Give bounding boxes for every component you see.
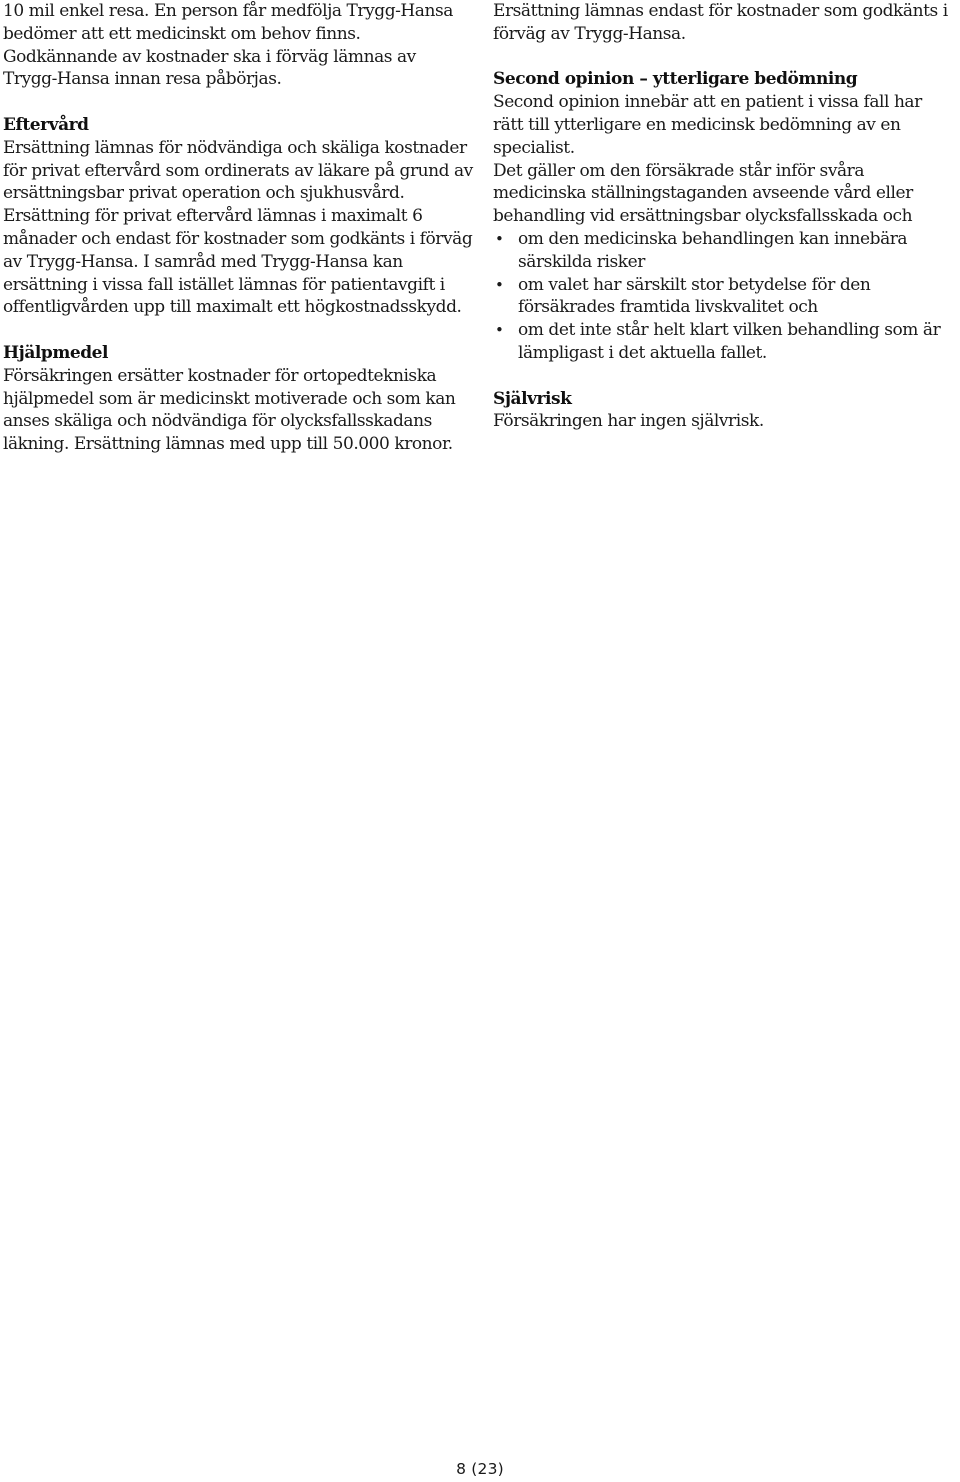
right-intro-paragraph: Ersättning lämnas endast för kostnader som godkänts i förväg av Trygg-Hansa. xyxy=(493,1,948,44)
bullet-icon: • xyxy=(495,321,504,340)
list-item-text: om valet har särskilt stor betydelse för den försäkrades framtida livskvalitet och xyxy=(518,274,871,318)
list-item xyxy=(493,274,955,320)
eftervard-paragraph-1: Ersättning lämnas för nödvändiga och skäliga kostnader för privat eftervård som ordinerats av läkare på grund av ersättningsbar privat operation och sjukhusvård. xyxy=(3,137,473,204)
list-item-text: om det inte står helt klart vilken behandling som är lämpligast i det aktuella fallet. xyxy=(518,320,941,363)
second-opinion-section xyxy=(493,68,955,364)
bullet-icon: • xyxy=(495,229,504,248)
sjalvrisk-paragraph: Försäkringen har ingen självrisk. xyxy=(493,411,764,432)
hjalpmedel-heading: Hjälpmedel xyxy=(3,342,109,363)
bullet-icon: • xyxy=(495,275,504,294)
second-opinion-paragraph-1: Second opinion innebär att en patient i vissa fall har rätt till ytterligare en medicinsk bedömning av en specialist. xyxy=(493,92,922,158)
hjalpmedel-section xyxy=(3,342,473,456)
eftervard-paragraph-2: Ersättning för privat eftervård lämnas i maximalt 6 månader och endast för kostnader som godkänts i förväg av Trygg-Hansa. I samråd med Trygg-Hansa kan ersättning i vissa fall istället lämnas för patientavgift i offentligvården upp till maximalt ett högkostnadsskydd. xyxy=(3,206,473,318)
intro-paragraph: 10 mil enkel resa. En person får medfölja Trygg-Hansa bedömer att ett medicinskt om behov finns. Godkännande av kostnader ska i förväg lämnas av Trygg-Hansa innan resa påbörjas. xyxy=(3,1,453,90)
hjalpmedel-paragraph: Försäkringen ersätter kostnader för ortopedtekniska hjälpmedel som är medicinskt motiverade och som kan anses skäliga och nödvändiga för olycksfallsskadans läkning. Ersättning lämnas med upp till 50.000 kronor. xyxy=(3,365,456,455)
page-number: 8 (23) xyxy=(456,1460,504,1478)
right-column xyxy=(493,0,955,433)
left-column xyxy=(3,0,473,456)
eftervard-heading: Eftervård xyxy=(3,114,89,135)
list-item xyxy=(493,319,955,365)
sjalvrisk-section xyxy=(493,388,955,434)
second-opinion-paragraph-2: Det gäller om den försäkrade står inför svåra medicinska ställningstaganden avseende vård eller behandling vid ersättningsbar olycksfallsskada och xyxy=(493,160,913,227)
eftervard-section xyxy=(3,114,473,319)
sjalvrisk-heading: Självrisk xyxy=(493,388,572,409)
second-opinion-heading: Second opinion – ytterligare bedömning xyxy=(493,69,858,90)
list-item xyxy=(493,228,955,274)
second-opinion-bullet-list xyxy=(493,228,955,365)
list-item-text: om den medicinska behandlingen kan innebära särskilda risker xyxy=(518,228,908,272)
